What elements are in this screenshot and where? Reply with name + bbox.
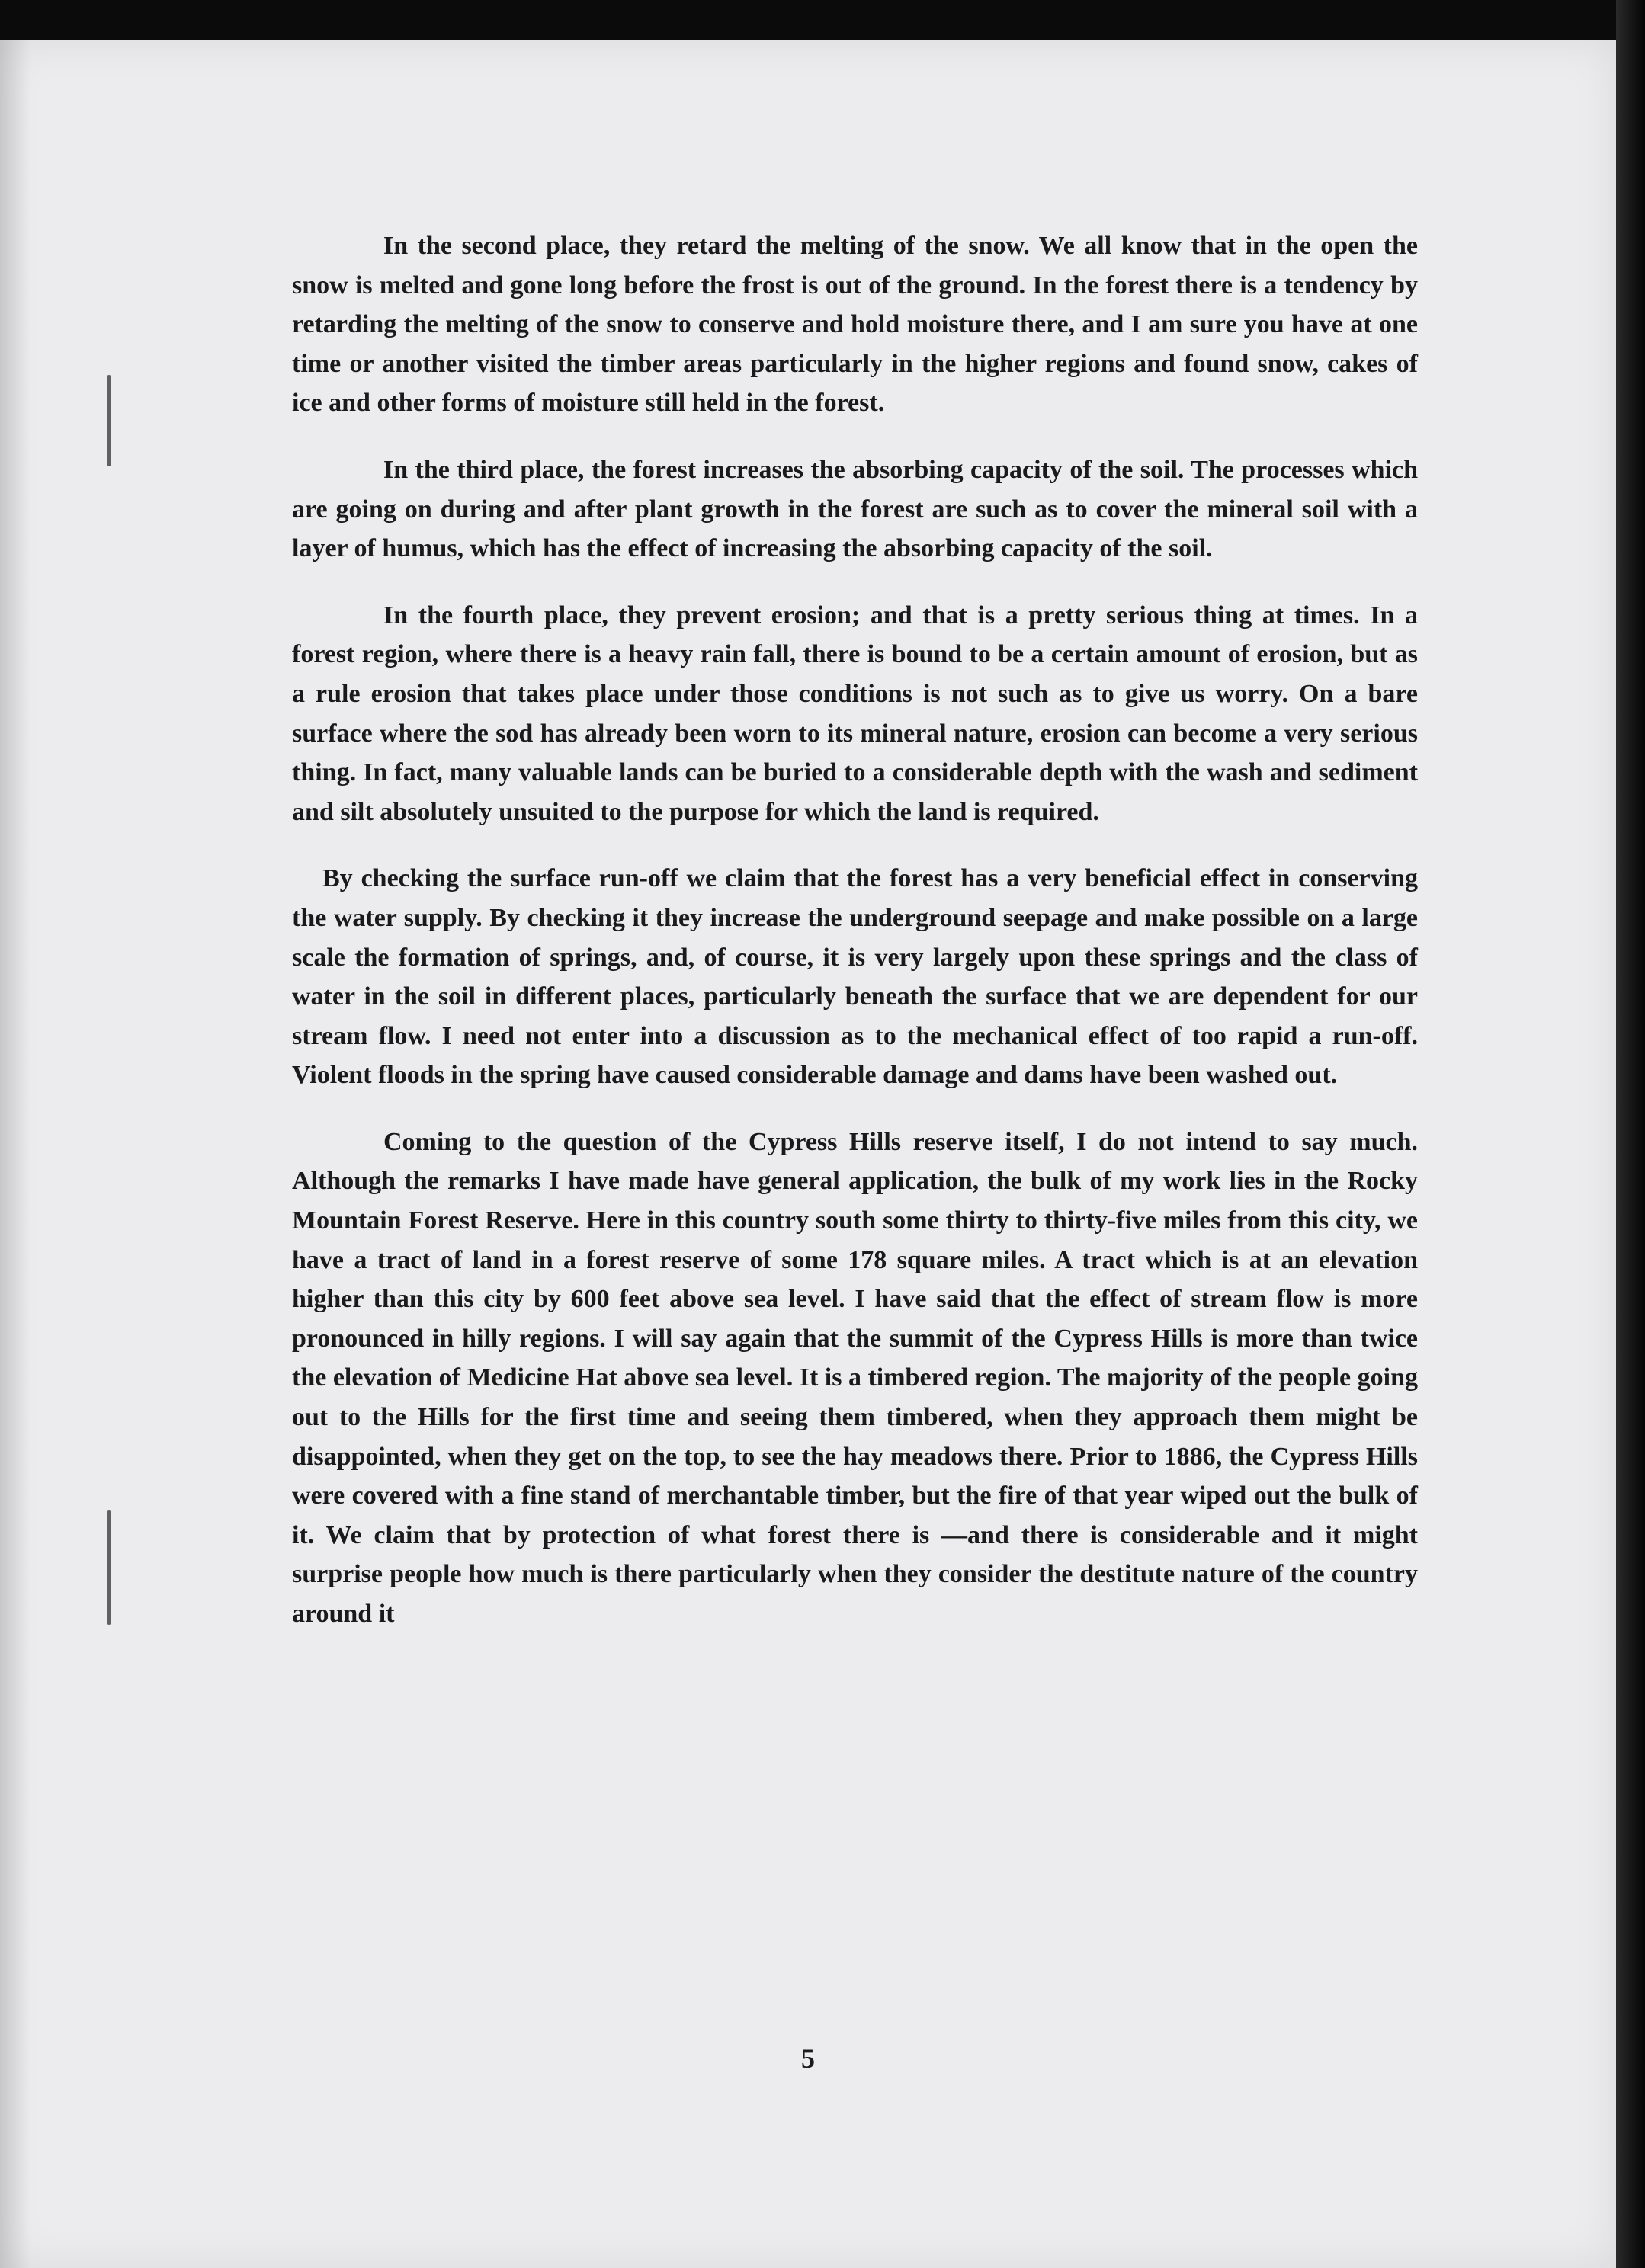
margin-mark	[107, 1510, 111, 1625]
scanned-page	[0, 40, 1616, 2268]
paragraph: Coming to the question of the Cypress Hills reserve itself, I do not intend to say much. Although the remarks I have made have general application, the bulk of my work lies in the Rocky Mountain Forest Reserve. Here in this country south some thirty to thirty-five miles from this city, we have a tract of land in a forest reserve of some 178 square miles. A tract which is at an elevation higher than this city by 600 feet above sea level. I have said that the effect of stream flow is more pronounced in hilly regions. I will say again that the summit of the Cypress Hills is more than twice the elevation of Medicine Hat above sea level. It is a timbered region. The majority of the people going out to the Hills for the first time and seeing them timbered, when they approach them might be disappointed, when they get on the top, to see the hay meadows there. Prior to 1886, the Cypress Hills were covered with a fine stand of merchantable timber, but the fire of that year wiped out the bulk of it. We claim that by protection of what forest there is —and there is considerable and it might surprise people how much is there particularly when they consider the destitute nature of the country around it	[292, 1127, 1418, 1628]
paragraph: In the third place, the forest increases the absorbing capacity of the soil. The processes which are going on during and after plant growth in the forest are such as to cover the mineral soil with a layer of humus, which has the effect of increasing the absorbing capacity of the soil.	[292, 455, 1418, 563]
page-gutter-shadow	[0, 40, 30, 2268]
margin-mark	[107, 375, 111, 466]
paragraph: In the fourth place, they prevent erosion; and that is a pretty serious thing at times. In a forest region, where there is a heavy rain fall, there is bound to be a certain amount of erosion, but as a rule erosion that takes place under those conditions is not such as to give us worry. On a bare surface where the sod has already been worn to its mineral nature, erosion can become a very serious thing. In fact, many valuable lands can be buried to a considerable depth with the wash and sediment and silt absolutely unsuited to the purpose for which the land is required.	[292, 601, 1418, 826]
scan-right-edge	[1616, 0, 1645, 2268]
body-text	[292, 226, 1418, 1661]
paragraph: In the second place, they retard the melting of the snow. We all know that in the open the snow is melted and gone long before the frost is out of the ground. In the forest there is a tendency by retarding the melting of the snow to conserve and hold moisture there, and I am sure you have at one time or another visited the timber areas particularly in the higher regions and found snow, cakes of ice and other forms of moisture still held in the forest.	[292, 232, 1418, 418]
page-number: 5	[801, 2043, 815, 2074]
paragraph: By checking the surface run-off we claim that the forest has a very beneficial effect in conserving the water supply. By checking it they increase the underground seepage and make possible on a large scale the formation of springs, and, of course, it is very largely upon these springs and the class of water in the soil in different places, particularly beneath the surface that we are dependent for our stream flow. I need not enter into a discussion as to the mechanical effect of too rapid a run-off. Violent floods in the spring have caused considerable damage and dams have been washed out.	[292, 864, 1418, 1090]
